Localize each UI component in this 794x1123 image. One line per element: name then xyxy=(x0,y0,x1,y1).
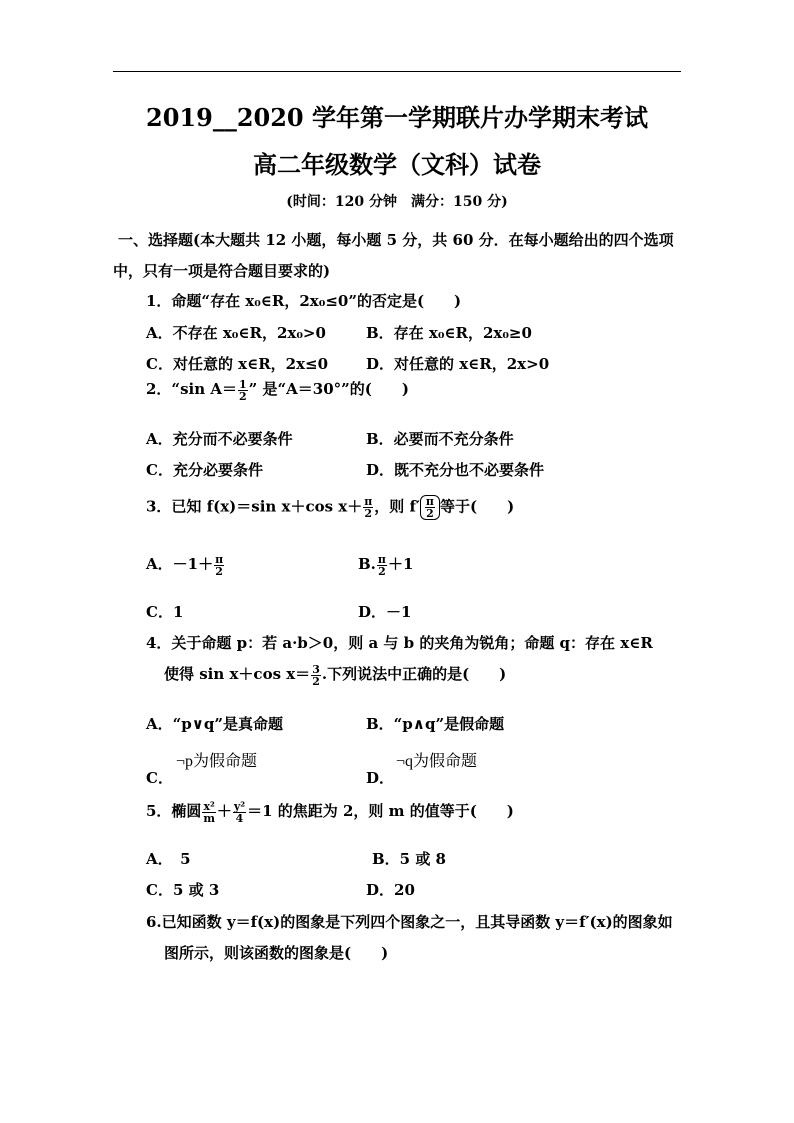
q3-b-den: 2 xyxy=(378,564,386,578)
section-heading-line1: 一、选择题(本大题共 12 小题，每小题 5 分，共 60 分．在每小题给出的四个选项 xyxy=(118,231,674,249)
q2-option-c: C．充分必要条件 xyxy=(146,461,263,479)
q3-paren-den: 2 xyxy=(426,507,434,520)
q5-option-b: B．5 或 8 xyxy=(372,850,446,868)
q3-a-den: 2 xyxy=(215,564,223,578)
q5-suffix: ＝1 的焦距为 2，则 m 的值等于( ) xyxy=(247,802,514,820)
q3-option-a xyxy=(146,553,225,577)
q3-frac-num: π xyxy=(364,495,373,508)
q2-frac-num: 1 xyxy=(238,377,247,391)
question-5-stem xyxy=(146,800,514,824)
question-6-line1: 6.已知函数 y＝f(x)的图象是下列四个图象之一，且其导函数 y＝f′(x)的图象如 xyxy=(146,913,673,931)
exam-subtitle: 高二年级数学（文科）试卷 xyxy=(253,150,541,179)
q3-option-d: D．－1 xyxy=(358,603,412,621)
q3-paren xyxy=(420,495,440,520)
q5-option-a: A． 5 xyxy=(146,850,191,868)
q5-n2: y² xyxy=(233,799,246,813)
q2-suffix: ” 是“A＝30°”的( ) xyxy=(248,380,409,398)
q3-suffix: 等于( ) xyxy=(439,497,515,516)
q3-prefix: 3．已知 f(x)＝sin x＋cos x＋ xyxy=(146,497,363,516)
section-heading-line2: 中，只有一项是符合题目要求的) xyxy=(113,262,331,280)
q4-option-a: A．“p∨q”是真命题 xyxy=(146,715,284,733)
q3-b-suffix: ＋1 xyxy=(387,555,414,573)
question-1-stem: 1．命题“存在 x₀∈R，2x₀≤0”的否定是( ) xyxy=(146,292,462,310)
q2-option-d: D．既不充分也不必要条件 xyxy=(366,461,545,479)
q3-paren-num: π xyxy=(425,495,434,508)
q3-b-num: π xyxy=(377,552,386,566)
q5-n1: x² xyxy=(203,799,215,813)
q4-option-c-formula: ¬p为假命题 xyxy=(176,753,258,770)
q5-option-c: C．5 或 3 xyxy=(146,881,220,899)
q3-fraction xyxy=(363,496,373,519)
q2-fraction xyxy=(238,379,248,402)
exam-meta: (时间：120 分钟 满分：150 分) xyxy=(286,194,508,210)
q3-option-b xyxy=(358,553,413,577)
q1-option-c: C．对任意的 x∈R，2x≤0 xyxy=(146,355,329,373)
exam-title: 2019__2020 学年第一学期联片办学期末考试 xyxy=(146,103,648,132)
q2-prefix: 2．“sin A＝ xyxy=(146,380,237,398)
q4-option-b: B．“p∧q”是假命题 xyxy=(366,715,505,733)
question-6-line2: 图所示，则该函数的图象是( ) xyxy=(164,944,389,962)
q3-option-c: C．1 xyxy=(146,603,184,621)
question-4-line1: 4．关于命题 p：若 a·b＞0，则 a 与 b 的夹角为锐角；命题 q：存在 x∈R xyxy=(146,634,653,652)
q2-option-a: A．充分而不必要条件 xyxy=(146,430,293,448)
q2-frac-den: 2 xyxy=(238,389,247,403)
q5-fraction-x xyxy=(202,801,215,824)
q4-line2-prefix: 使得 sin x＋cos x＝ xyxy=(164,665,311,683)
q4-option-c-label: C． xyxy=(146,769,173,787)
q4-frac-num: 3 xyxy=(312,662,320,676)
q3-b-fraction xyxy=(377,554,387,577)
top-rule xyxy=(113,71,681,72)
q1-option-a: A．不存在 x₀∈R，2x₀>0 xyxy=(146,324,326,342)
q3-a-num: π xyxy=(215,552,224,566)
q2-option-b: B．必要而不充分条件 xyxy=(366,430,514,448)
q4-option-d-formula: ¬q为假命题 xyxy=(396,753,478,770)
question-3-stem xyxy=(146,495,514,520)
q5-d2: 4 xyxy=(235,811,244,825)
q3-a-prefix: A．－1＋ xyxy=(146,555,214,573)
q5-prefix: 5．椭圆 xyxy=(146,802,202,820)
q5-plus: ＋ xyxy=(216,802,232,820)
q3-frac-den: 2 xyxy=(364,507,373,520)
q5-option-d: D．20 xyxy=(366,881,415,899)
q1-option-d: D．对任意的 x∈R，2x>0 xyxy=(366,355,550,373)
q4-frac-den: 2 xyxy=(312,674,320,688)
question-4-line2 xyxy=(164,663,506,687)
q5-d1: m xyxy=(203,811,215,825)
q3-a-fraction xyxy=(214,554,224,577)
q4-fraction xyxy=(311,664,321,687)
q4-line2-suffix: .下列说法中正确的是( ) xyxy=(321,665,507,683)
q5-fraction-y xyxy=(233,801,246,824)
question-2-stem xyxy=(146,378,409,402)
q4-option-d-label: D． xyxy=(366,769,395,787)
q3-b-prefix: B. xyxy=(358,555,376,573)
q3-mid: ，则 f′ xyxy=(374,497,420,516)
q1-option-b: B．存在 x₀∈R，2x₀≥0 xyxy=(366,324,532,342)
q3-paren-fraction xyxy=(425,496,435,519)
